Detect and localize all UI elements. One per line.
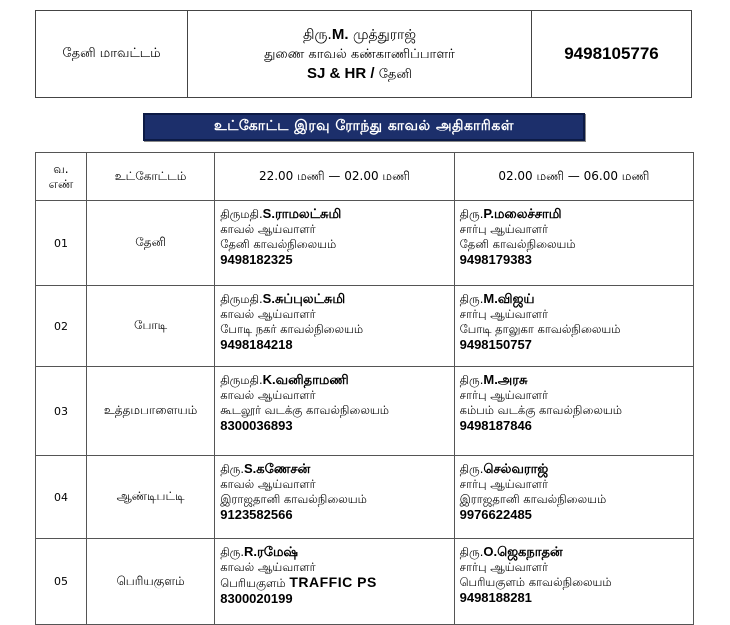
officer-designation: காவல் ஆய்வாளர் <box>220 477 316 491</box>
table-header-row <box>36 153 694 201</box>
serial-number: 01 <box>36 201 87 286</box>
officer-phone: 9498150757 <box>459 337 532 352</box>
officer-name: திருமதி.S.சுப்புலட்சுமி <box>220 291 346 306</box>
dsp-officer-block <box>188 11 532 97</box>
officer-station: கம்பம் வடக்கு காவல்நிலையம் <box>459 403 622 417</box>
officer-station: பெரியகுளம் காவல்நிலையம் <box>459 575 612 589</box>
officer-phone: 9498182325 <box>220 252 293 267</box>
officer-phone: 9123582566 <box>220 507 293 522</box>
district-officer-box <box>35 10 692 98</box>
officer-station: தேனி காவல்நிலையம் <box>459 237 576 251</box>
officer-station: இராஜதானி காவல்நிலையம் <box>459 492 607 506</box>
shift-2-officer <box>454 456 693 539</box>
officer-phone: 9498184218 <box>220 337 293 352</box>
officer-designation: சார்பு ஆய்வாளர் <box>459 560 549 574</box>
officer-name: திரு.S.கணேசன் <box>220 461 311 476</box>
shift-1-officer <box>215 367 454 456</box>
officer-name: திரு.O.ஜெகநாதன் <box>459 544 563 559</box>
officer-designation: சார்பு ஆய்வாளர் <box>459 388 549 402</box>
officer-station: போடி நகர் காவல்நிலையம் <box>220 322 364 336</box>
officer-name: திருமதி.K.வனிதாமணி <box>220 372 349 387</box>
shift-1-officer <box>215 286 454 367</box>
table-row <box>36 286 694 367</box>
officer-phone: 8300020199 <box>220 591 293 606</box>
officer-designation: காவல் ஆய்வாளர் <box>220 388 316 402</box>
officer-phone: 9498179383 <box>459 252 532 267</box>
officer-name: திரு.M.அரசு <box>459 372 528 387</box>
serial-number: 05 <box>36 539 87 625</box>
serial-number: 04 <box>36 456 87 539</box>
officer-name: திரு.M.விஜய் <box>459 291 535 306</box>
table-row <box>36 539 694 625</box>
subdivision-name: ஆண்டிபட்டி <box>86 456 214 539</box>
header-serial-number: வ. எண் <box>36 153 87 201</box>
shift-2-officer <box>454 286 693 367</box>
district-name: தேனி மாவட்டம் <box>36 11 188 97</box>
officer-designation: சார்பு ஆய்வாளர் <box>459 307 549 321</box>
subdivision-name: பெரியகுளம் <box>86 539 214 625</box>
section-title-banner: உட்கோட்ட இரவு ரோந்து காவல் அதிகாரிகள் <box>143 113 585 141</box>
shift-2-officer <box>454 367 693 456</box>
header-shift-1: 22.00 மணி — 02.00 மணி <box>215 153 454 201</box>
officer-name: திரு.P.மலைச்சாமி <box>459 206 562 221</box>
officer-phone: 9498188281 <box>459 590 532 605</box>
officer-designation: காவல் ஆய்வாளர் <box>220 560 316 574</box>
table-row <box>36 367 694 456</box>
officer-phone: 8300036893 <box>220 418 293 433</box>
dsp-officer-designation: துணை காவல் கண்காணிப்பாளர் <box>264 46 455 62</box>
officer-station: கூடலூர் வடக்கு காவல்நிலையம் <box>220 403 389 417</box>
officer-name: திரு.R.ரமேஷ் <box>220 544 298 559</box>
header-subdivision: உட்கோட்டம் <box>86 153 214 201</box>
dsp-officer-phone: 9498105776 <box>564 44 659 63</box>
table-row <box>36 456 694 539</box>
officer-designation: காவல் ஆய்வாளர் <box>220 222 316 236</box>
serial-number: 02 <box>36 286 87 367</box>
officer-phone: 9976622485 <box>459 507 532 522</box>
shift-2-officer <box>454 539 693 625</box>
officer-name: திருமதி.S.ராமலட்சுமி <box>220 206 342 221</box>
officer-name: திரு.செல்வராஜ் <box>459 461 549 476</box>
dsp-officer-name: திரு.M. முத்துராஜ் <box>302 25 417 43</box>
night-patrol-officers-table <box>35 152 694 625</box>
subdivision-name: உத்தமபாளையம் <box>86 367 214 456</box>
dsp-officer-unit: SJ & HR / தேனி <box>307 64 412 82</box>
shift-2-officer <box>454 201 693 286</box>
officer-station: இராஜதானி காவல்நிலையம் <box>220 492 367 506</box>
table-row <box>36 201 694 286</box>
officer-designation: சார்பு ஆய்வாளர் <box>459 222 549 236</box>
shift-1-officer <box>215 539 454 625</box>
officer-station: தேனி காவல்நிலையம் <box>220 237 337 251</box>
shift-1-officer <box>215 201 454 286</box>
officer-station: பெரியகுளம் TRAFFIC PS <box>220 574 377 590</box>
officer-designation: சார்பு ஆய்வாளர் <box>459 477 549 491</box>
header-shift-2: 02.00 மணி — 06.00 மணி <box>454 153 693 201</box>
subdivision-name: தேனி <box>86 201 214 286</box>
shift-1-officer <box>215 456 454 539</box>
subdivision-name: போடி <box>86 286 214 367</box>
officer-phone: 9498187846 <box>459 418 532 433</box>
officer-designation: காவல் ஆய்வாளர் <box>220 307 316 321</box>
officer-station: போடி தாலுகா காவல்நிலையம் <box>459 322 621 336</box>
serial-number: 03 <box>36 367 87 456</box>
